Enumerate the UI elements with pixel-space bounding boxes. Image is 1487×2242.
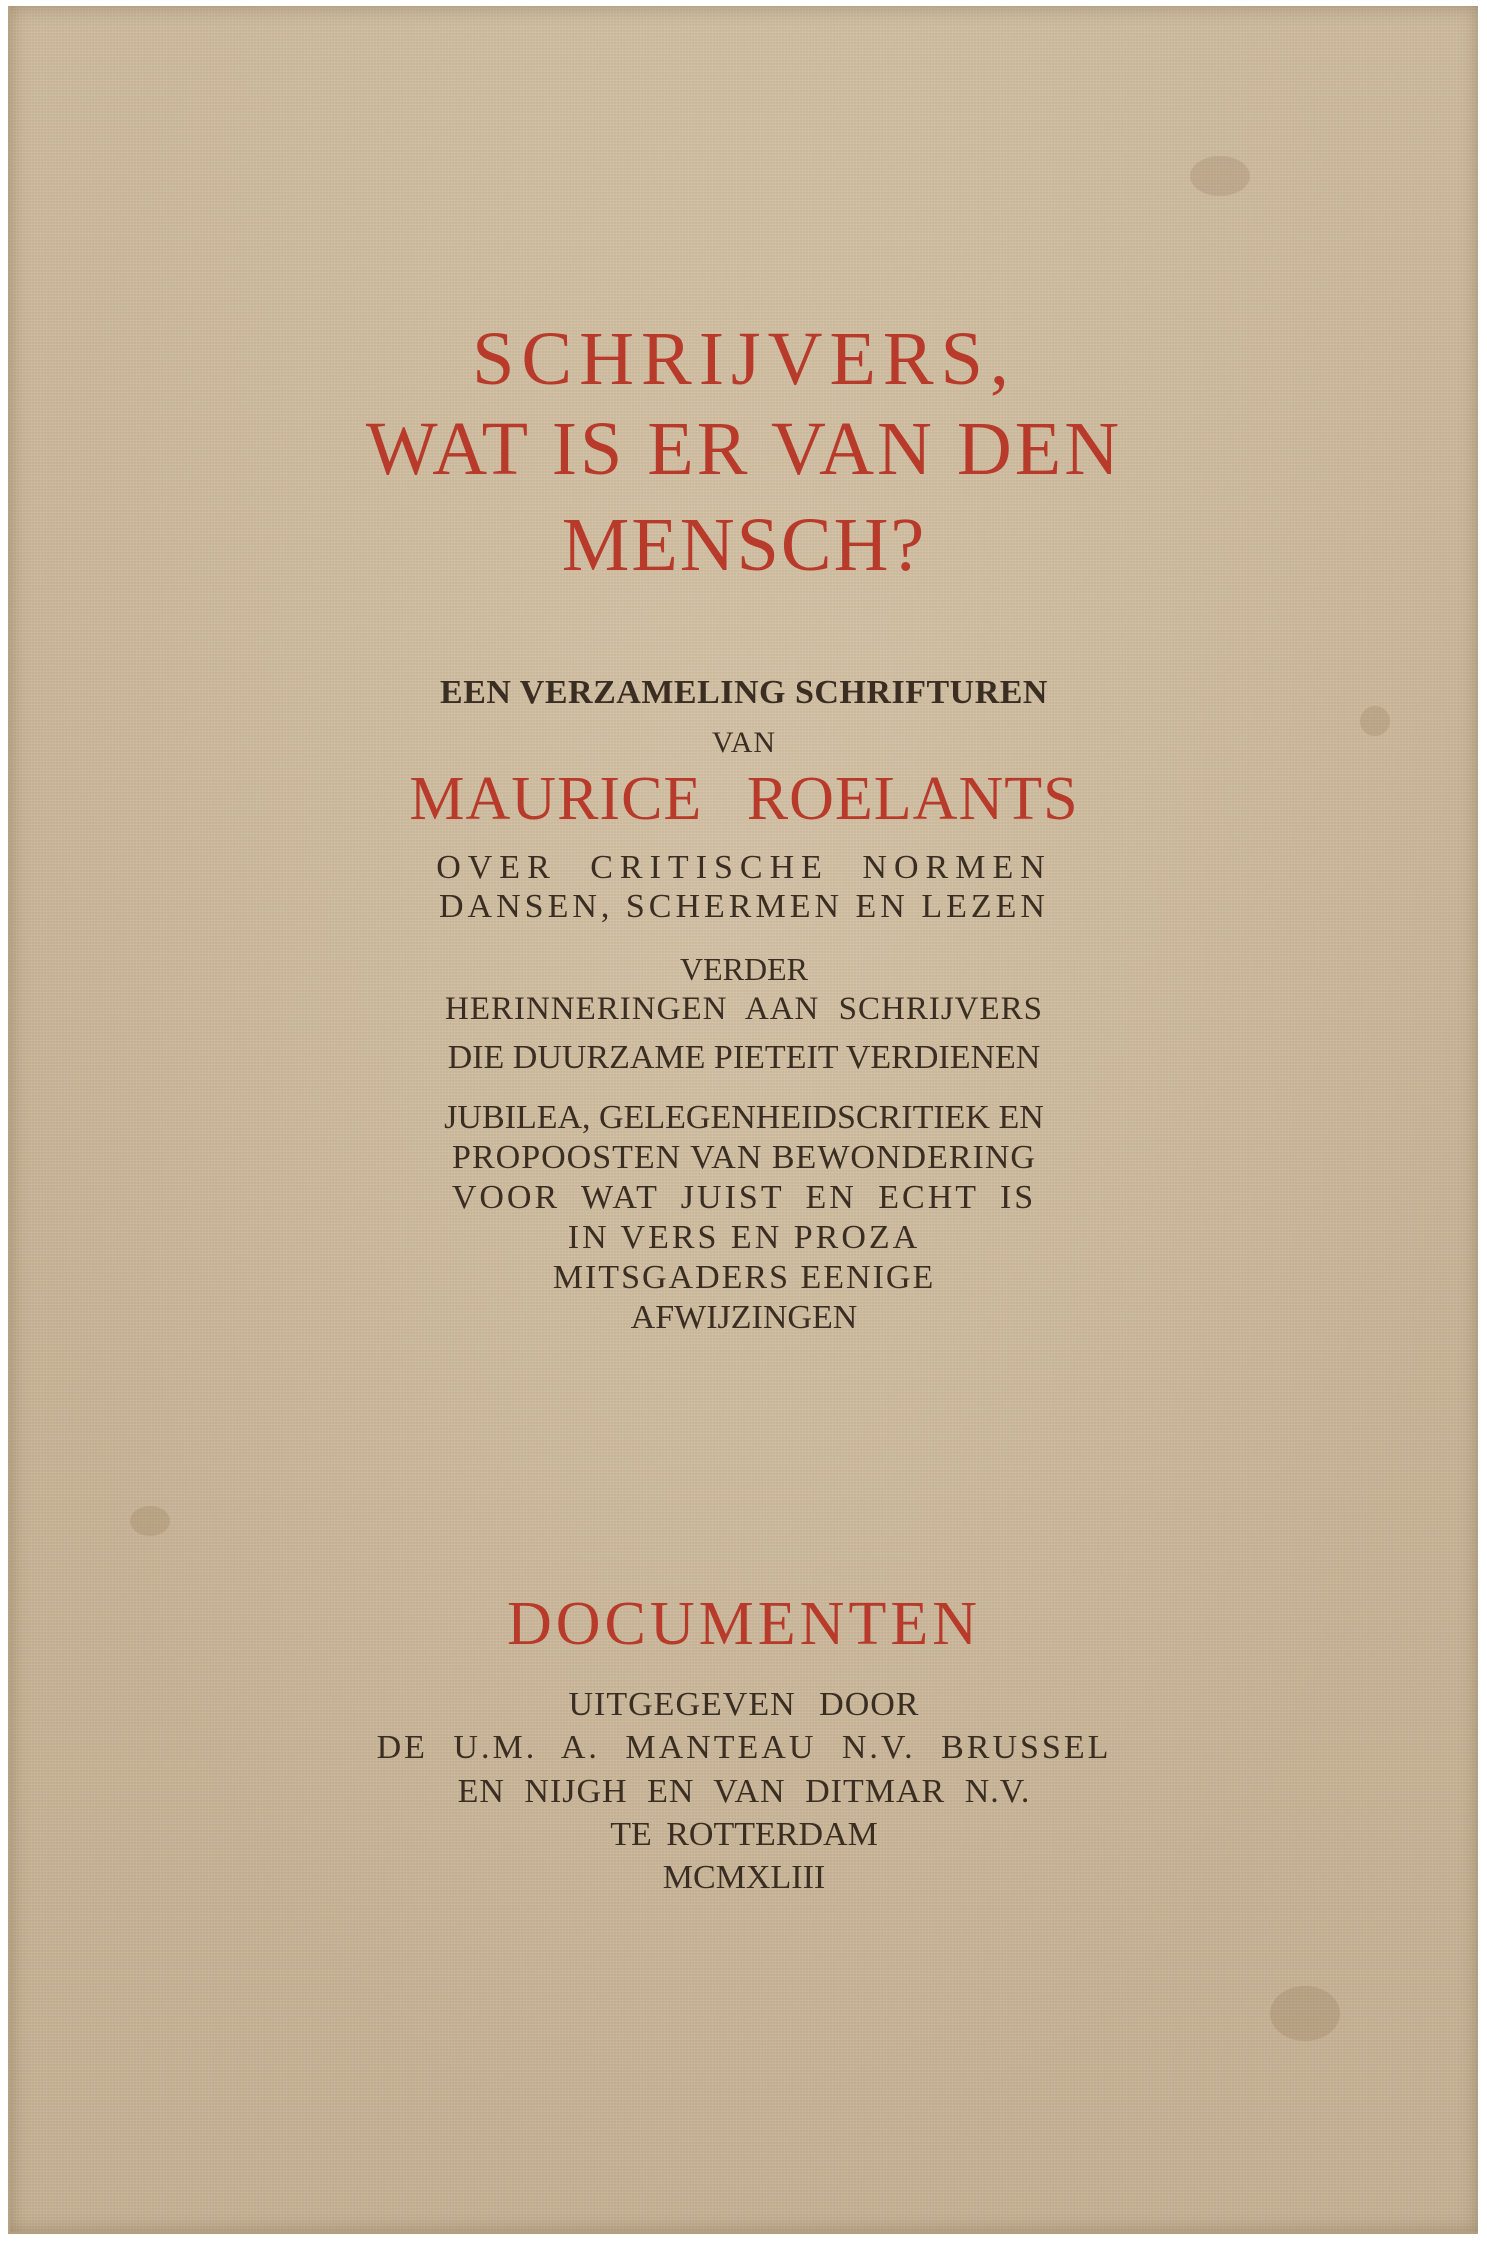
contents-line: IN VERS EN PROZA — [567, 1219, 921, 1256]
paper-stain — [130, 1506, 170, 1536]
contents-line: DANSEN, SCHERMEN EN LEZEN — [439, 888, 1049, 925]
contents-line: PROPOOSTEN VAN BEWONDERING — [452, 1139, 1036, 1176]
paper-stain — [1360, 706, 1390, 736]
contents-line: DIE DUURZAME PIETEIT VERDIENEN — [447, 1039, 1041, 1076]
book-cover — [8, 6, 1478, 2234]
title-line-2: WAT IS ER VAN DEN — [365, 407, 1123, 491]
publisher-line: DE U.M. A. MANTEAU N.V. BRUSSEL — [376, 1729, 1112, 1766]
series-title: DOCUMENTEN — [507, 1590, 981, 1658]
contents-line: AFWIJZINGEN — [630, 1299, 858, 1336]
contents-line: VOOR WAT JUIST EN ECHT IS — [451, 1179, 1037, 1216]
paper-stain — [1270, 1986, 1340, 2041]
author-name: MAURICE ROELANTS — [409, 765, 1079, 833]
contents-line: VERDER — [680, 951, 808, 987]
contents-line: HERINNERINGEN AAN SCHRIJVERS — [444, 991, 1044, 1027]
title-line-1: SCHRIJVERS, — [472, 317, 1016, 401]
by-line: VAN — [711, 726, 777, 759]
paper-stain — [1190, 156, 1250, 196]
contents-line: MITSGADERS EENIGE — [552, 1259, 936, 1296]
publisher-line: TE ROTTERDAM — [610, 1816, 878, 1853]
publisher-line: UITGEGEVEN DOOR — [568, 1686, 920, 1723]
publication-year: MCMXLIII — [662, 1859, 826, 1896]
publisher-line: EN NIJGH EN VAN DITMAR N.V. — [457, 1773, 1031, 1810]
contents-line: OVER CRITISCHE NORMEN — [436, 849, 1052, 886]
contents-line: JUBILEA, GELEGENHEIDSCRITIEK EN — [444, 1099, 1044, 1136]
subtitle: EEN VERZAMELING SCHRIFTUREN — [440, 674, 1048, 711]
title-line-3: MENSCH? — [561, 503, 927, 587]
